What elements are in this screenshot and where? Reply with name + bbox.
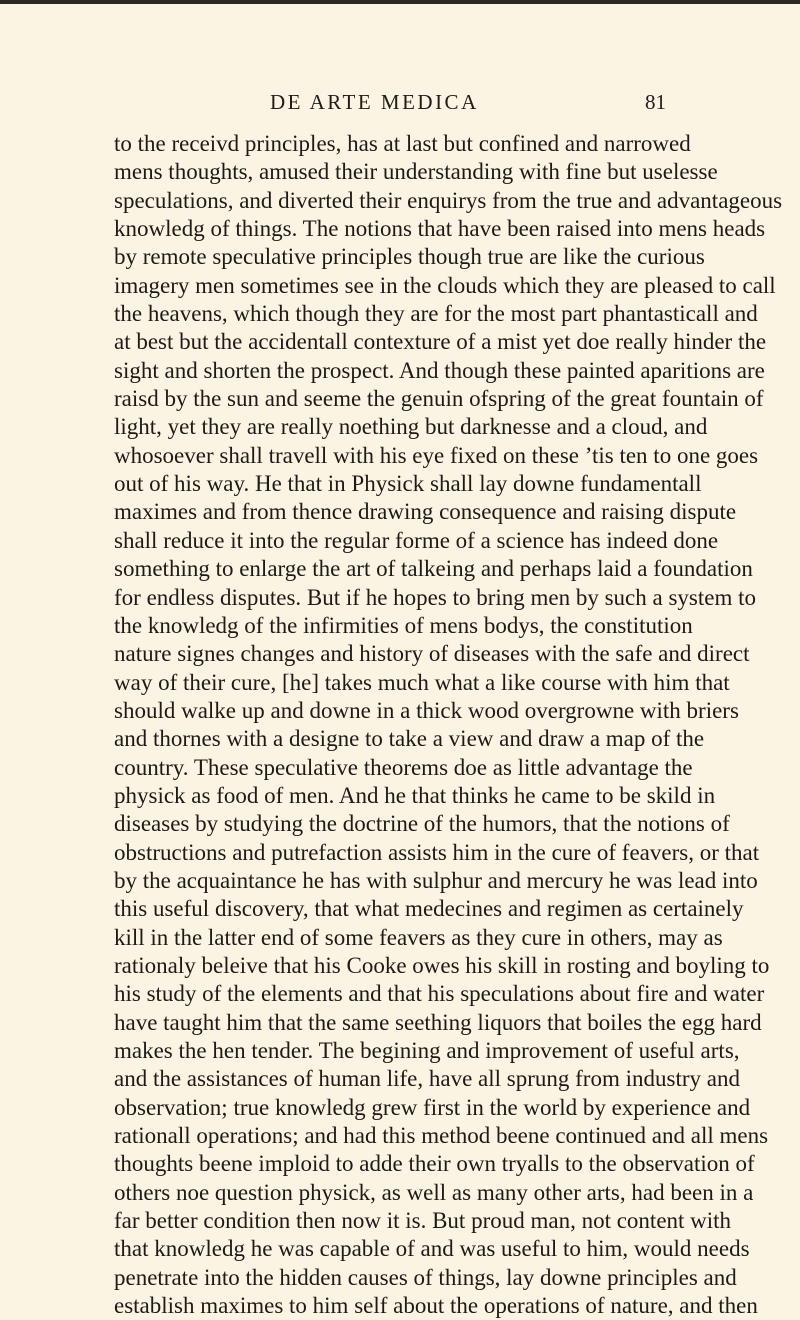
text-line: kill in the latter end of some feavers as they cure in others, may as [114,924,723,950]
text-line: should walke up and downe in a thick wood overgrowne with briers [114,697,739,723]
body-text [114,130,783,1320]
text-line: others noe question physick, as well as many other arts, had been in a [114,1179,754,1205]
text-line: whosoever shall travell with his eye fixed on these ’tis ten to one goes [114,442,759,468]
text-line: observation; true knowledg grew first in the world by experience and [114,1094,751,1120]
text-line: thoughts beene imploid to adde their own tryalls to the observation of [114,1151,755,1177]
text-line: maximes and from thence drawing consequence and raising dispute [114,499,737,525]
text-line: that knowledg he was capable of and was useful to him, would needs [114,1236,750,1262]
text-line: knowledg of things. The notions that have been raised into mens heads [114,216,766,242]
page-number: 81 [645,90,666,114]
text-line: at best but the accidentall contexture of a mist yet doe really hinder the [114,329,767,355]
text-line: shall reduce it into the regular forme of a science has indeed done [114,527,719,553]
text-line: have taught him that the same seething liquors that boiles the egg hard [114,1009,762,1035]
text-line: and thornes with a designe to take a view and draw a map of the [114,726,705,752]
text-line: penetrate into the hidden causes of things, lay downe principles and [114,1264,737,1290]
text-line: and the assistances of human life, have all sprung from industry and [114,1066,740,1092]
text-line: the knowledg of the infirmities of mens bodys, the constitution [114,612,693,638]
text-line: this useful discovery, that what medecines and regimen as certainely [114,896,744,922]
text-line: obstructions and putrefaction assists him in the cure of feavers, or that [114,839,760,865]
text-line: rationaly beleive that his Cooke owes his skill in rosting and boyling to [114,952,770,978]
text-line: raisd by the sun and seeme the genuin ofspring of the great fountain of [114,386,764,412]
text-line: his study of the elements and that his speculations about fire and water [114,981,765,1007]
top-edge-rule [0,0,800,4]
text-line: sight and shorten the prospect. And though these painted aparitions are [114,357,765,383]
text-line: mens thoughts, amused their understanding with fine but uselesse [114,159,718,185]
text-line: way of their cure, [he] takes much what a like course with him that [114,669,730,695]
text-line: diseases by studying the doctrine of the humors, that the notions of [114,811,730,837]
text-line: to the receivd principles, has at last but confined and narrowed [114,131,691,156]
text-line: rationall operations; and had this method beene continued and all mens [114,1123,769,1149]
text-line: far better condition then now it is. But proud man, not content with [114,1208,732,1234]
text-line: nature signes changes and history of diseases with the safe and direct [114,641,750,667]
text-line: country. These speculative theorems doe as little advantage the [114,754,693,780]
text-line: light, yet they are really noething but darknesse and a cloud, and [114,414,708,440]
text-line: out of his way. He that in Physick shall lay downe fundamentall [114,471,702,497]
text-line: by the acquaintance he has with sulphur and mercury he was lead into [114,867,758,893]
text-line: imagery men sometimes see in the clouds which they are pleased to call [114,272,776,298]
text-line: for endless disputes. But if he hopes to bring men by such a system to [114,584,757,610]
text-line: speculations, and diverted their enquirys from the true and advantageous [114,187,783,213]
running-title: DE ARTE MEDICA [270,90,479,114]
text-line: the heavens, which though they are for the most part phantasticall and [114,301,758,327]
text-line: establish maximes to him self about the operations of nature, and then [114,1293,758,1319]
text-line: makes the hen tender. The begining and improvement of useful arts, [114,1038,740,1063]
text-line: something to enlarge the art of talkeing and perhaps laid a foundation [114,556,753,582]
running-head [0,90,800,120]
text-line: by remote speculative principles though true are like the curious [114,244,705,270]
text-line: physick as food of men. And he that thinks he came to be skild in [114,782,716,808]
